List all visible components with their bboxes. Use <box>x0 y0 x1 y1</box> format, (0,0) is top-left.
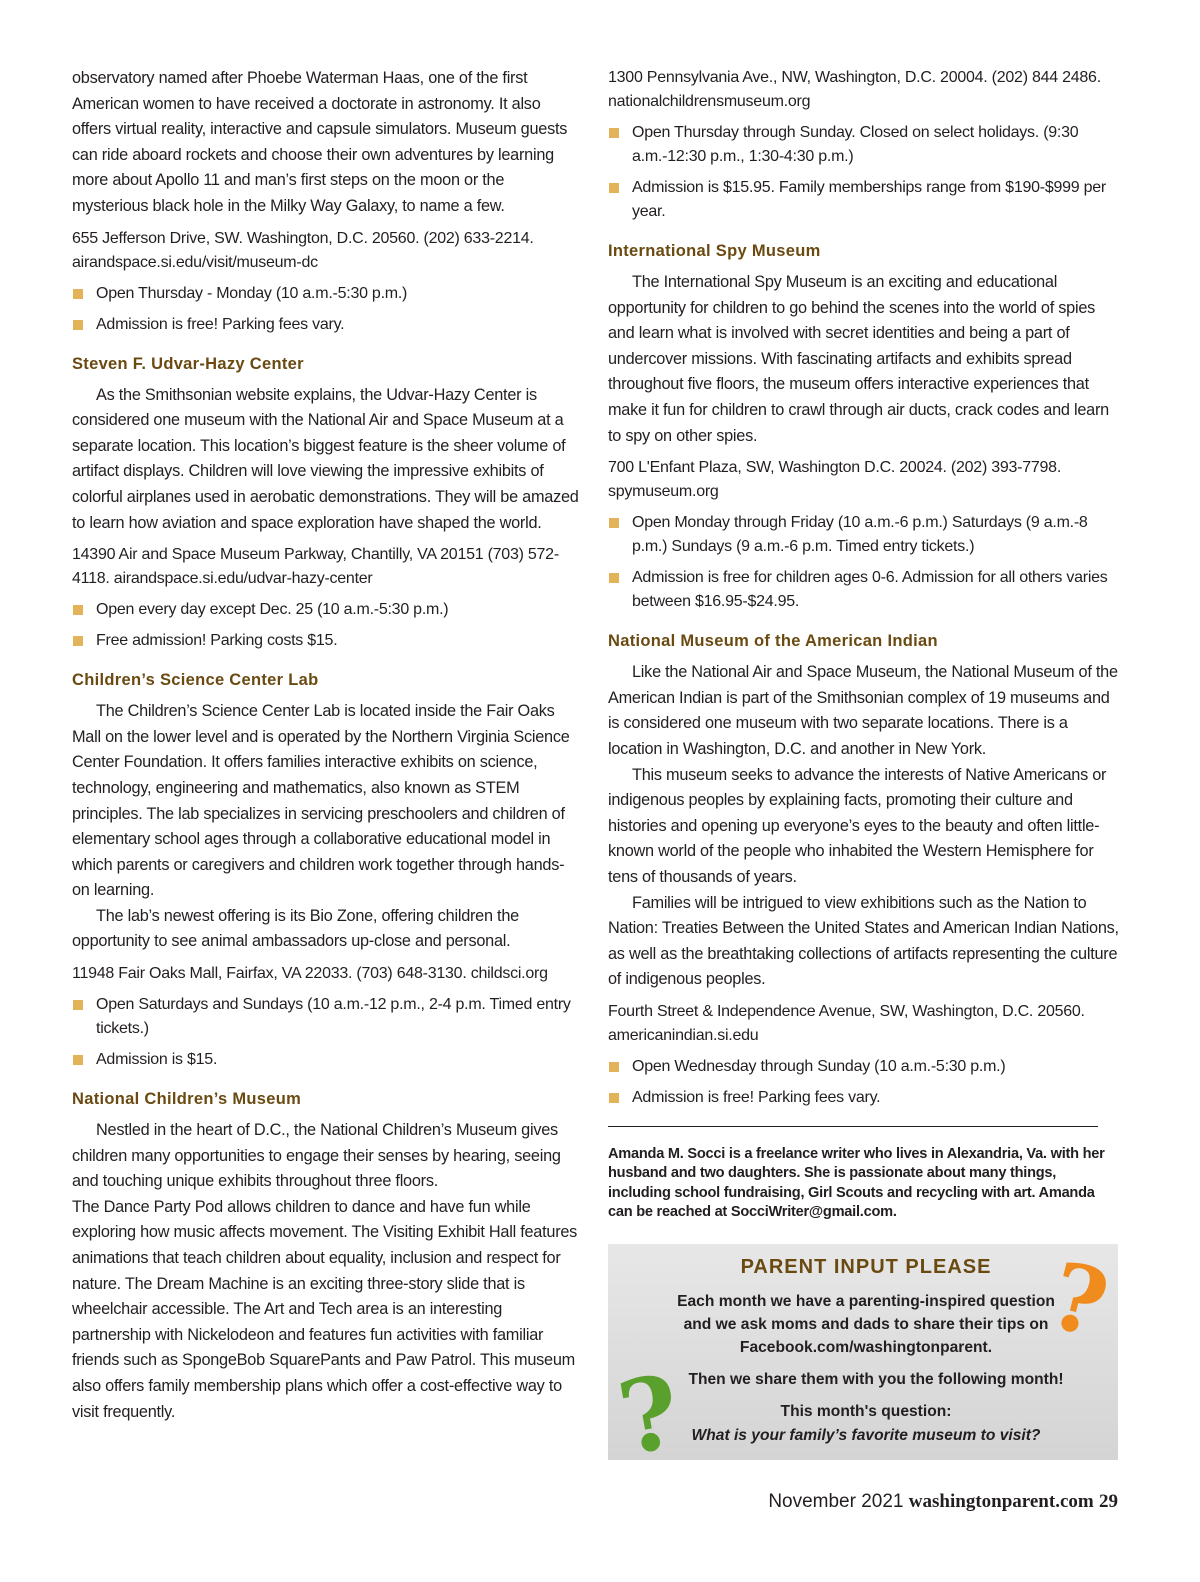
list-item: Open Thursday - Monday (10 a.m.-5:30 p.m.) <box>72 282 580 306</box>
childrens-museum-heading: National Children’s Museum <box>72 1090 302 1109</box>
parent-input-facebook-link: Facebook.com/washingtonparent. <box>739 1339 993 1356</box>
spy-museum-heading: International Spy Museum <box>608 242 821 260</box>
list-item: Open Thursday through Sunday. Closed on select holidays. (9:30 a.m.-12:30 p.m., 1:30-4:30 p.m.) <box>608 121 1120 169</box>
parent-input-title: PARENT INPUT PLEASE <box>740 1256 992 1278</box>
american-indian-paragraph-2: This museum seeks to advance the interests of Native Americans or indigenous peoples by explaining facts, promoting their culture and histories and opening up everyone’s eyes to the beauty and often little-known world of the people who inhabited the Western Hemisphere for tens of thousands of years. <box>608 765 1107 886</box>
list-item: Open Monday through Friday (10 a.m.-6 p.m.) Saturdays (9 a.m.-8 p.m.) Sundays (9 a.m.-6 p.m. Timed entry tickets.) <box>608 511 1120 559</box>
childrens-museum-details-list <box>608 121 1120 224</box>
bullet-square-icon <box>73 605 83 615</box>
childrens-museum-address: 1300 Pennsylvania Ave., NW, Washington, D.C. 20004. (202) 844 2486. nationalchildrensmuseum.org <box>608 69 1101 110</box>
spy-museum-address: 700 L'Enfant Plaza, SW, Washington D.C. 20024. (202) 393-7798. spymuseum.org <box>608 459 1062 501</box>
bullet-square-icon <box>73 1055 83 1065</box>
list-item: Open Wednesday through Sunday (10 a.m.-5:30 p.m.) <box>608 1055 1120 1079</box>
american-indian-address: Fourth Street & Independence Avenue, SW, Washington, D.C. 20560. americanindian.si.edu <box>608 1002 1085 1044</box>
science-lab-paragraph-2: The lab’s newest offering is its Bio Zone, offering children the opportunity to see animal ambassadors up-close and personal. <box>72 906 519 951</box>
list-item: Open Saturdays and Sundays (10 a.m.-12 p.m., 2-4 p.m. Timed entry tickets.) <box>72 993 580 1041</box>
parent-input-question-label: This month's question: <box>780 1403 952 1420</box>
author-bio: Amanda M. Socci is a freelance writer who lives in Alexandria, Va. with her husband and two daughters. She is passionate about many things, including school fundraising, Girl Scouts and recycling with art. Amanda can be reached at SocciWriter@gmail.com. <box>608 1145 1105 1221</box>
science-lab-paragraph-1: The Children’s Science Center Lab is located inside the Fair Oaks Mall on the lower level and is operated by the Northern Virginia Science Center Foundation. It offers families interactive exhibits on science, technology, engineering and mathematics, also known as STEM principles. The lab specializes in servicing preschoolers and children of elementary school ages through a collaborative educational model in which parents or caregivers and children work together through hands-on learning. <box>72 702 570 900</box>
science-lab-address: 11948 Fair Oaks Mall, Fairfax, VA 22033. (703) 648-3130. childsci.org <box>72 965 548 983</box>
bullet-square-icon <box>609 128 619 138</box>
udvar-hazy-heading: Steven F. Udvar-Hazy Center <box>72 354 304 373</box>
list-item: Admission is free for children ages 0-6. Admission for all others varies between $16.95-$24.95. <box>608 566 1120 614</box>
childrens-museum-paragraph-1: Nestled in the heart of D.C., the National Children’s Museum gives children many opportunities to engage their senses by hearing, seeing and touching unique exhibits throughout three floors. <box>72 1121 561 1191</box>
website-name: washingtonparent.com <box>908 1491 1094 1512</box>
parent-input-line-2: and we ask moms and dads to share their tips on <box>683 1316 1049 1333</box>
green-question-mark-icon: ? <box>610 1351 689 1479</box>
bullet-square-icon <box>73 289 83 299</box>
science-lab-details-list <box>72 993 580 1072</box>
parent-input-line-1: Each month we have a parenting-inspired question <box>677 1293 1055 1310</box>
parent-input-box <box>608 1241 1119 1479</box>
bullet-square-icon <box>609 1062 619 1072</box>
orange-question-mark-icon: ? <box>1039 1241 1119 1359</box>
air-space-intro-paragraph: observatory named after Phoebe Waterman Haas, one of the first American women to have received a doctorate in astronomy. It also offers virtual reality, interactive and capsule simulators. Museum guests can ride aboard rockets and choose their own adventures by learning more about Apollo 11 and man’s first steps on the moon or the mysterious black hole in the Milky Way Galaxy, to name a few. <box>72 69 568 215</box>
bullet-square-icon <box>73 1000 83 1010</box>
childrens-museum-paragraph-2: The Dance Party Pod allows children to dance and have fun while exploring how music affects movement. The Visiting Exhibit Hall features animations that teach children about equality, inclusion and respect for nature. The Dream Machine is an exciting three-story slide that is wheelchair accessible. The Art and Tech area is an interesting partnership with Nickelodeon and features fun activities with familiar friends such as SpongeBob SquarePants and Paw Patrol. This museum also offers family membership plans which offer a cost-effective way to visit frequently. <box>72 1197 578 1421</box>
science-lab-heading: Children’s Science Center Lab <box>72 671 319 690</box>
american-indian-details-list <box>608 1055 1120 1110</box>
list-item: Free admission! Parking costs $15. <box>72 629 580 653</box>
page-footer <box>768 1491 1118 1513</box>
udvar-hazy-paragraph: As the Smithsonian website explains, the Udvar-Hazy Center is considered one museum with the National Air and Space Museum at a separate location. This location’s biggest feature is the sheer volume of artifact displays. Children will love viewing the impressive exhibits of colorful airplanes used in aerobatic demonstrations. They will be amazed to learn how aviation and space exploration have shaped the world. <box>72 385 579 532</box>
list-item: Admission is $15.95. Family memberships range from $190-$999 per year. <box>608 176 1120 224</box>
air-space-address: 655 Jefferson Drive, SW. Washington, D.C. 20560. (202) 633-2214. airandspace.si.edu/visit/museum-dc <box>72 229 534 271</box>
american-indian-paragraph-3: Families will be intrigued to view exhibitions such as the Nation to Nation: Treaties Between the United States and American Indian Nations, as well as the breathtaking collections of artifacts representing the culture of indigenous peoples. <box>608 893 1119 989</box>
divider <box>608 1126 1098 1127</box>
parent-input-line-4: Then we share them with you the following month! <box>688 1371 1064 1388</box>
issue-date: November 2021 <box>768 1491 904 1512</box>
bullet-square-icon <box>609 518 619 528</box>
parent-input-question: What is your family’s favorite museum to visit? <box>691 1427 1041 1444</box>
udvar-hazy-details-list <box>72 598 580 653</box>
left-column <box>72 66 580 1425</box>
spy-museum-paragraph: The International Spy Museum is an exciting and educational opportunity for children to go behind the scenes into the world of spies and learn what is involved with secret identities and being a part of undercover missions. With fascinating artifacts and exhibits spread throughout five floors, the museum offers interactive experiences that make it fun for children to crawl through air ducts, crack codes and learn to spy on other spies. <box>608 273 1109 445</box>
list-item: Admission is free! Parking fees vary. <box>608 1086 1120 1110</box>
bullet-square-icon <box>609 183 619 193</box>
list-item: Open every day except Dec. 25 (10 a.m.-5:30 p.m.) <box>72 598 580 622</box>
right-column <box>608 66 1120 1223</box>
bullet-square-icon <box>609 1093 619 1103</box>
air-space-details-list <box>72 282 580 337</box>
udvar-hazy-address: 14390 Air and Space Museum Parkway, Chantilly, VA 20151 (703) 572-4118. airandspace.si.edu/udvar-hazy-center <box>72 546 559 588</box>
spy-museum-details-list <box>608 511 1120 614</box>
bullet-square-icon <box>73 636 83 646</box>
american-indian-paragraph-1: Like the National Air and Space Museum, the National Museum of the American Indian is part of the Smithsonian complex of 19 museums and is considered one museum with two separate locations. There is a location in Washington, D.C. and another in New York. <box>608 663 1118 758</box>
american-indian-heading: National Museum of the American Indian <box>608 632 938 651</box>
bullet-square-icon <box>609 573 619 583</box>
list-item: Admission is free! Parking fees vary. <box>72 313 580 337</box>
page-number: 29 <box>1099 1491 1118 1512</box>
list-item: Admission is $15. <box>72 1048 580 1072</box>
bullet-square-icon <box>73 320 83 330</box>
